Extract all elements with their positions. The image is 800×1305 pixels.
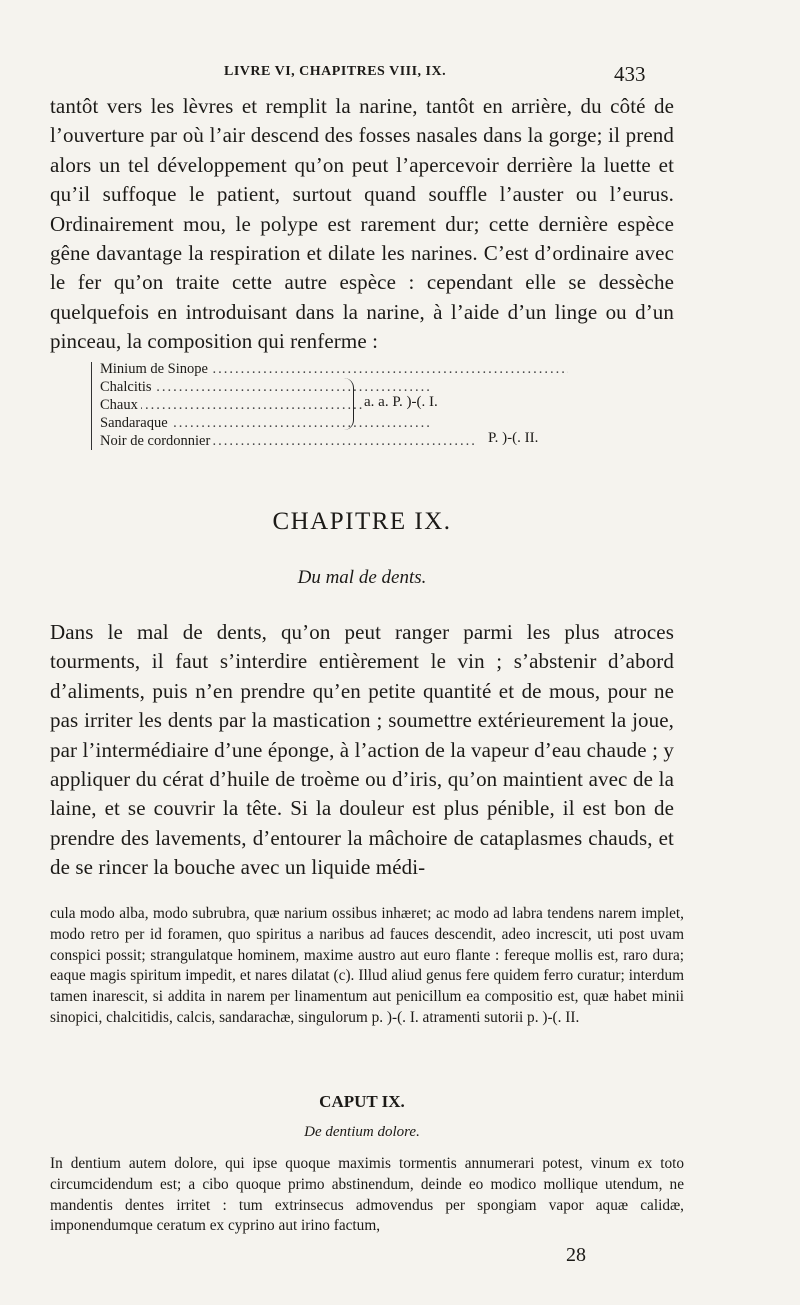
recipe-item xyxy=(88,396,568,414)
recipe-ingredient: Chaux xyxy=(100,396,141,414)
caput-subtitle: De dentium dolore. xyxy=(304,1124,420,1140)
recipe-grouped-dose: a. a. P. )-(. I. xyxy=(364,394,438,410)
caput-title: CAPUT IX. xyxy=(319,1092,405,1111)
signature-mark: 28 xyxy=(566,1244,586,1266)
chapter-subtitle: Du mal de dents. xyxy=(297,567,427,588)
french-paragraph-1: tantôt vers les lèvres et remplit la narine, tantôt en arrière, du côté de l’ouverture par où l’air descend des fosses nasales dans la gorge; il prend alors un tel développement qu’on peut l’apercevoir derrière la luette et qu’il suffoque le patient, surtout quand souffle l’auster ou l’eurus. Ordinairement mou, le polype est rarement dur; cette dernière espèce gêne davantage la respiration et dilate les narines. C’est d’ordinaire avec le fer qu’on traite cette autre espèce : cependant elle se dessèche quelquefois en introduisant dans la narine, à l’aide d’un linge ou d’un pinceau, la composition qui renferme : xyxy=(50,94,674,354)
running-head: LIVRE VI, CHAPITRES VIII, IX. xyxy=(224,64,447,79)
page-number: 433 xyxy=(614,62,646,86)
french-paragraph-2: Dans le mal de dents, qu’on peut ranger parmi les plus atroces tourments, il faut s’interdire entièrement le vin ; s’abstenir d’abord d’aliments, puis n’en prendre qu’en petite quantité et de mous, pour ne pas irriter les dents par la mastication ; soumettre extérieurement la joue, par l’intermédiaire d’une éponge, à l’action de la vapeur d’eau chaude ; y appliquer du cérat d’huile de troème ou d’iris, qu’on maintient avec de la laine, et se couvrir la tête. Si la douleur est plus pénible, il est bon de prendre des lavements, d’entourer la mâchoire de cataplasmes chauds, et de se rincer la bouche avec un liquide médi- xyxy=(50,620,674,880)
recipe-ingredient: Minium de Sinope xyxy=(100,360,211,378)
recipe-brace xyxy=(344,378,354,430)
chapter-title: CHAPITRE IX. xyxy=(272,508,452,535)
latin-paragraph-1: cula modo alba, modo subrubra, quæ narium ossibus inhæret; ac modo ad labra tendens narem implet, modo retro per id foramen, quo spiritus a naribus ad fauces descendit, adeo increscit, uti post uvam conspici possit; strangulatque hominem, maxime austro aut euro flante : fereque mollis est, raro dura; eaque magis spiritum impedit, et nares dilatat (c). Illud aliud genus fere quidem ferro curatur; interdum tamen inarescit, si addita in narem per linamentum aut penicillum ea compositio est, quæ habet minii sinopici, chalcitidis, calcis, sandarachæ, singulorum p. )-(. I. atramenti sutorii p. )-(. II. xyxy=(50,905,684,1026)
recipe-item xyxy=(88,360,568,378)
recipe-ingredient: Noir de cordonnier xyxy=(100,432,213,450)
recipe-last-dose: P. )-(. II. xyxy=(488,430,539,446)
recipe-item xyxy=(88,378,568,396)
recipe-ingredient: Sandaraque xyxy=(100,414,171,432)
latin-paragraph-2: In dentium autem dolore, qui ipse quoque maximis tormentis annumerari potest, vinum ex toto circumcidendum est; a cibo quoque primo abstinendum, deinde eo modico mollique utendum, ne mandentis dentes irritet : tum extrinsecus admovendus per spongiam vapor aquæ calidæ, imponendumque ceratum ex cyprino aut irino factum, xyxy=(50,1155,684,1235)
recipe-ingredient: Chalcitis xyxy=(100,378,155,396)
